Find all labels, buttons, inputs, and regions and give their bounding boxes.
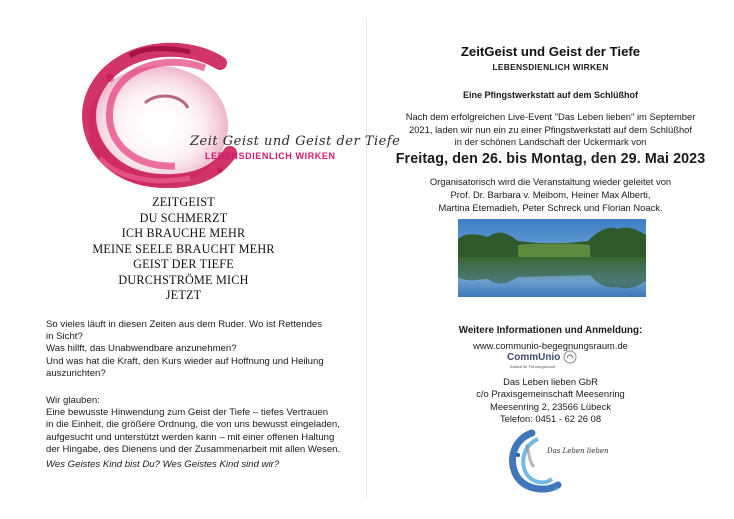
text-line: Martina Etemadieh, Peter Schreck und Florian Noack. <box>438 201 663 213</box>
text-line: So vieles läuft in diesen Zeiten aus dem Ruder. Wo ist Rettendes <box>46 319 323 330</box>
text-line: Meesenring 2, 23566 Lübeck <box>490 400 611 412</box>
event-description <box>367 111 734 149</box>
website-link[interactable]: www.communio-begegnungsraum.de <box>473 340 628 351</box>
text-line: Nach dem erfolgreichen Live-Event "Das Leben lieben" im September <box>405 111 696 122</box>
text-line: auszurichten? <box>46 367 106 379</box>
text-line: in der schönen Landschaft der Uckermark von <box>454 136 647 148</box>
logo-subtitle: LEBENSDIENLICH WIRKEN <box>205 151 336 161</box>
communio-tagline: Institut für Führungskunst <box>510 364 556 369</box>
das-leben-lieben-logo <box>504 425 609 495</box>
text-line: Organisatorisch wird die Veranstaltung wieder geleitet von <box>429 176 672 187</box>
text-line: 2021, laden wir nun ein zu einer Pfingstwerkstatt auf dem Schlüßhof <box>409 123 692 135</box>
blue-wave-logo-icon <box>504 425 604 495</box>
text-line: in Sicht? <box>46 331 83 343</box>
text-line: Telefon: 0451 - 62 26 08 <box>499 413 602 425</box>
belief-paragraph <box>46 395 351 456</box>
intro-paragraph <box>46 319 351 380</box>
event-logo <box>70 38 401 188</box>
communio-name: CommUnio <box>507 352 561 363</box>
poem-line: ZEITGEIST <box>152 195 215 209</box>
closing-question: Wes Geistes Kind bist Du? Wes Geistes Kind sind wir? <box>46 459 280 470</box>
text-line: Das Leben lieben GbR <box>503 376 598 387</box>
organizers <box>367 176 734 214</box>
poem-line: GEIST DER TIEFE <box>133 257 234 271</box>
poem-line: ICH BRAUCHE MEHR <box>121 226 246 240</box>
text-line: in die Einheit, die größere Ordnung, die von uns bewusst eingeladen, <box>46 419 340 431</box>
text-line: c/o Praxisgemeinschaft Meesenring <box>476 388 625 400</box>
workshop-heading: Eine Pfingstwerkstatt auf dem Schlüßhof <box>462 90 639 100</box>
poem-line: DU SCHMERZT <box>139 210 228 225</box>
text-line: Und was hat die Kraft, den Kurs wieder auf Hoffnung und Heilung <box>46 355 324 367</box>
event-subtitle: LEBENSDIENLICH WIRKEN <box>492 62 609 72</box>
poem-line: JETZT <box>165 288 202 302</box>
poem-line: DURCHSTRÖME MICH <box>118 272 249 287</box>
event-title: ZeitGeist und Geist der Tiefe <box>460 44 641 59</box>
text-line: Eine bewusste Hinwendung zum Geist der Tiefe – tiefes Vertrauen <box>46 407 329 419</box>
communio-logo <box>507 350 597 372</box>
lake-photo <box>458 219 646 297</box>
text-line: Prof. Dr. Barbara v. Meibom, Heiner Max Alberti, <box>450 188 651 200</box>
contact-address <box>367 376 734 426</box>
bottom-logo-text: Das Leben lieben <box>547 447 609 455</box>
lake-landscape-image <box>458 219 646 297</box>
poem <box>0 195 367 304</box>
red-swirl-logo-icon <box>70 38 320 188</box>
text-line: der Hingabe, des Dienens und der Zusammenarbeit mit allen Wesen. <box>46 443 341 455</box>
text-line: Wir glauben: <box>46 395 100 406</box>
event-date: Freitag, den 26. bis Montag, den 29. Mai 2023 <box>395 151 706 167</box>
text-line: aufgesucht und unterstützt werden kann – mit einer offenen Haltung <box>46 431 335 443</box>
text-line: Was hillft, das Unabwendbare anzunehmen? <box>46 343 237 355</box>
right-page <box>367 0 734 519</box>
info-heading: Weitere Informationen und Anmeldung: <box>458 325 643 336</box>
poem-line: MEINE SEELE BRAUCHT MEHR <box>92 241 275 256</box>
logo-script-text: Zeit Geist und Geist der Tiefe <box>190 134 401 149</box>
communio-emblem-icon <box>563 350 577 364</box>
